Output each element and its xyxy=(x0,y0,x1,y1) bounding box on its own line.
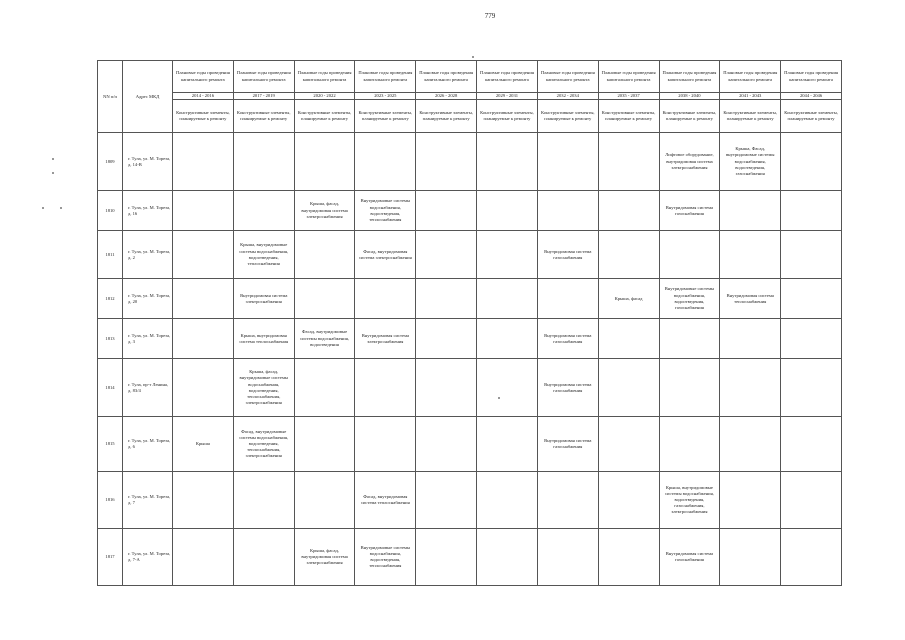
repair-cell xyxy=(233,472,294,529)
repair-cell xyxy=(598,231,659,279)
repair-cell xyxy=(781,472,842,529)
repair-cell: Внутридомовая система газоснабжения xyxy=(659,191,720,231)
repair-cell xyxy=(598,133,659,191)
header-period-caption: Плановые годы проведения капитального ремонта xyxy=(416,61,477,93)
header-elements-caption: Конструктивные элементы, планируемые к ремонту xyxy=(659,100,720,133)
repair-cell xyxy=(781,319,842,359)
header-elements-caption: Конструктивные элементы, планируемые к ремонту xyxy=(355,100,416,133)
repair-cell xyxy=(598,319,659,359)
repair-cell xyxy=(781,231,842,279)
repair-cell: Внутридомовая система электроснабжения xyxy=(233,279,294,319)
table-body xyxy=(98,133,842,586)
row-number: 1816 xyxy=(98,472,123,529)
table-row xyxy=(98,417,842,472)
repair-cell xyxy=(173,231,234,279)
table-row xyxy=(98,279,842,319)
table-row xyxy=(98,359,842,417)
repair-cell xyxy=(355,359,416,417)
repair-cell xyxy=(659,359,720,417)
repair-cell xyxy=(720,359,781,417)
header-row-years xyxy=(98,93,842,100)
header-period-caption: Плановые годы проведения капитального ремонта xyxy=(598,61,659,93)
repair-cell xyxy=(294,279,355,319)
header-elements-caption: Конструктивные элементы, планируемые к ремонту xyxy=(173,100,234,133)
header-period-years: 2026 - 2028 xyxy=(416,93,477,100)
header-elements-caption: Конструктивные элементы, планируемые к ремонту xyxy=(720,100,781,133)
repair-cell xyxy=(416,133,477,191)
repair-cell xyxy=(598,191,659,231)
repair-cell: Крыша, фасад, внутридомовые системы водоснабжения, водоотведения, теплоснабжения, электроснабжения xyxy=(233,359,294,417)
repair-cell xyxy=(720,417,781,472)
row-number: 1810 xyxy=(98,191,123,231)
row-address: г. Тула, ул. М. Тореза, д. 7 xyxy=(123,472,173,529)
header-period-years: 2014 - 2016 xyxy=(173,93,234,100)
repair-cell xyxy=(537,133,598,191)
repair-cell xyxy=(294,472,355,529)
capital-repair-table xyxy=(97,60,842,586)
repair-cell xyxy=(781,359,842,417)
repair-cell xyxy=(477,417,538,472)
repair-cell: Внутридомовые системы водоснабжения, водоотведения, теплоснабжения xyxy=(355,191,416,231)
table-row xyxy=(98,133,842,191)
repair-cell: Крыша, фасад xyxy=(598,279,659,319)
header-period-caption: Плановые годы проведения капитального ремонта xyxy=(659,61,720,93)
repair-cell xyxy=(598,529,659,586)
header-period-years: 2020 - 2022 xyxy=(294,93,355,100)
repair-cell xyxy=(355,279,416,319)
header-period-years: 2041 - 2043 xyxy=(720,93,781,100)
repair-cell xyxy=(720,191,781,231)
repair-cell: Внутридомовая система газоснабжения xyxy=(537,417,598,472)
scan-speck xyxy=(60,207,62,209)
repair-cell: Внутридомовая система газоснабжения xyxy=(537,359,598,417)
repair-cell xyxy=(537,472,598,529)
row-number: 1815 xyxy=(98,417,123,472)
repair-cell xyxy=(720,231,781,279)
header-period-years: 2023 - 2025 xyxy=(355,93,416,100)
repair-cell xyxy=(416,319,477,359)
header-period-caption: Плановые годы проведения капитального ремонта xyxy=(781,61,842,93)
repair-cell xyxy=(416,529,477,586)
repair-cell xyxy=(416,191,477,231)
repair-cell: Крыша, фасад, внутридомовая система электроснабжения xyxy=(294,191,355,231)
repair-cell: Внутридомовая система газоснабжения xyxy=(537,231,598,279)
repair-cell xyxy=(537,279,598,319)
repair-cell xyxy=(416,279,477,319)
header-elements-caption: Конструктивные элементы, планируемые к ремонту xyxy=(233,100,294,133)
header-period-years: 2044 - 2046 xyxy=(781,93,842,100)
repair-cell: Крыша, Фасад, внутридомовые системы водоснабжения, водоотведения, газоснабжения xyxy=(720,133,781,191)
repair-cell: Фасад, внутридомовые системы водоснабжения, водоотведения, теплоснабжения, электроснабжения xyxy=(233,417,294,472)
table-row xyxy=(98,231,842,279)
repair-cell xyxy=(416,231,477,279)
repair-cell xyxy=(477,319,538,359)
repair-cell: Внутридомовая система теплоснабжения xyxy=(720,279,781,319)
repair-cell xyxy=(355,133,416,191)
repair-cell xyxy=(720,529,781,586)
row-address: г. Тула, ул. М. Тореза, д. 14-В xyxy=(123,133,173,191)
scan-speck xyxy=(52,172,54,174)
header-period-caption: Плановые годы проведения капитального ремонта xyxy=(173,61,234,93)
scan-speck xyxy=(498,397,500,399)
row-number: 1812 xyxy=(98,279,123,319)
header-period-years: 2029 - 2031 xyxy=(477,93,538,100)
repair-cell: Крыша, фасад, внутридомовая система электроснабжения xyxy=(294,529,355,586)
repair-cell xyxy=(173,529,234,586)
repair-cell: Внутридомовые системы водоснабжения, водоотведения, газоснабжения xyxy=(659,279,720,319)
row-address: г. Тула, ул. М. Тореза, д. 16 xyxy=(123,191,173,231)
header-num: NN п/п xyxy=(98,61,123,133)
page-number: 779 xyxy=(484,12,496,20)
scan-speck xyxy=(52,158,54,160)
repair-cell xyxy=(477,191,538,231)
repair-cell xyxy=(173,359,234,417)
header-period-caption: Плановые годы проведения капитального ремонта xyxy=(720,61,781,93)
header-elements-caption: Конструктивные элементы, планируемые к ремонту xyxy=(416,100,477,133)
row-address: г. Тула, ул. М. Тореза, д. 20 xyxy=(123,279,173,319)
repair-cell xyxy=(173,472,234,529)
repair-cell: Крыша, внутридомовые системы водоснабжения, водоотведения, теплоснабжения xyxy=(233,231,294,279)
repair-cell: Внутридомовая система газоснабжения xyxy=(659,529,720,586)
repair-cell xyxy=(781,417,842,472)
table-row xyxy=(98,191,842,231)
header-elements-caption: Конструктивные элементы, планируемые к ремонту xyxy=(294,100,355,133)
row-address: г. Тула, ул. М. Тореза, д. 2 xyxy=(123,231,173,279)
header-period-caption: Плановые годы проведения капитального ремонта xyxy=(477,61,538,93)
repair-cell xyxy=(416,417,477,472)
repair-cell xyxy=(781,191,842,231)
repair-cell: Внутридомовые системы водоснабжения, водоотведения, теплоснабжения xyxy=(355,529,416,586)
header-address: Адрес МКД xyxy=(123,61,173,133)
row-number: 1809 xyxy=(98,133,123,191)
header-period-caption: Плановые годы проведения капитального ремонта xyxy=(294,61,355,93)
header-elements-caption: Конструктивные элементы, планируемые к ремонту xyxy=(477,100,538,133)
repair-cell xyxy=(477,231,538,279)
row-address: г. Тула, ул. М. Тореза, д. 7-А xyxy=(123,529,173,586)
repair-cell xyxy=(294,417,355,472)
header-period-years: 2035 - 2037 xyxy=(598,93,659,100)
repair-cell: Фасад, внутридомовая система электроснабжения xyxy=(355,231,416,279)
repair-cell xyxy=(477,359,538,417)
repair-cell xyxy=(720,472,781,529)
header-elements-caption: Конструктивные элементы, планируемые к ремонту xyxy=(781,100,842,133)
repair-cell xyxy=(173,133,234,191)
repair-cell xyxy=(233,529,294,586)
repair-cell xyxy=(781,279,842,319)
repair-cell xyxy=(173,191,234,231)
repair-cell xyxy=(477,133,538,191)
header-elements-caption: Конструктивные элементы, планируемые к ремонту xyxy=(598,100,659,133)
header-period-caption: Плановые годы проведения капитального ремонта xyxy=(233,61,294,93)
header-period-years: 2017 - 2019 xyxy=(233,93,294,100)
table-row xyxy=(98,472,842,529)
header-period-years: 2032 - 2034 xyxy=(537,93,598,100)
repair-cell xyxy=(598,417,659,472)
row-number: 1814 xyxy=(98,359,123,417)
table-row xyxy=(98,529,842,586)
repair-cell xyxy=(294,133,355,191)
repair-cell xyxy=(294,231,355,279)
repair-cell xyxy=(659,417,720,472)
header-period-caption: Плановые годы проведения капитального ремонта xyxy=(355,61,416,93)
repair-cell xyxy=(233,191,294,231)
repair-cell xyxy=(233,133,294,191)
repair-cell xyxy=(477,529,538,586)
repair-cell xyxy=(598,472,659,529)
repair-cell xyxy=(173,279,234,319)
table-row xyxy=(98,319,842,359)
repair-cell xyxy=(537,191,598,231)
row-address: г. Тула, пр-т Ленина, д. 83/4 xyxy=(123,359,173,417)
header-period-years: 2038 - 2040 xyxy=(659,93,720,100)
row-number: 1817 xyxy=(98,529,123,586)
repair-cell xyxy=(659,231,720,279)
repair-cell: Фасад, внутридомовые системы водоснабжения, водоотведения xyxy=(294,319,355,359)
repair-cell xyxy=(294,359,355,417)
repair-cell: Фасад, внутридомовая система теплоснабжения xyxy=(355,472,416,529)
repair-cell: Крыша, внутридомовые системы водоснабжения, водоотведения, газоснабжения, электроснабжения xyxy=(659,472,720,529)
header-elements-caption: Конструктивные элементы, планируемые к ремонту xyxy=(537,100,598,133)
header-period-caption: Плановые годы проведения капитального ремонта xyxy=(537,61,598,93)
repair-cell xyxy=(477,472,538,529)
row-address: г. Тула, ул. М. Тореза, д. 6 xyxy=(123,417,173,472)
repair-cell: Внутридомовая система электроснабжения xyxy=(355,319,416,359)
repair-cell xyxy=(781,529,842,586)
repair-cell xyxy=(355,417,416,472)
repair-cell: Лифтовое оборудование, внутридомовая система электроснабжения xyxy=(659,133,720,191)
header-row-elements xyxy=(98,100,842,133)
repair-cell: Крыша xyxy=(173,417,234,472)
header-row-periods xyxy=(98,61,842,93)
scan-speck xyxy=(42,207,44,209)
repair-cell xyxy=(720,319,781,359)
repair-cell xyxy=(598,359,659,417)
repair-cell xyxy=(537,529,598,586)
repair-cell xyxy=(781,133,842,191)
scan-speck xyxy=(472,56,474,58)
row-number: 1813 xyxy=(98,319,123,359)
row-number: 1811 xyxy=(98,231,123,279)
repair-cell xyxy=(173,319,234,359)
repair-cell: Крыша, внутридомовая система теплоснабжения xyxy=(233,319,294,359)
repair-cell: Внутридомовая система газоснабжения xyxy=(537,319,598,359)
row-address: г. Тула, ул. М. Тореза, д. 3 xyxy=(123,319,173,359)
repair-cell xyxy=(659,319,720,359)
repair-cell xyxy=(416,472,477,529)
repair-cell xyxy=(416,359,477,417)
repair-cell xyxy=(477,279,538,319)
